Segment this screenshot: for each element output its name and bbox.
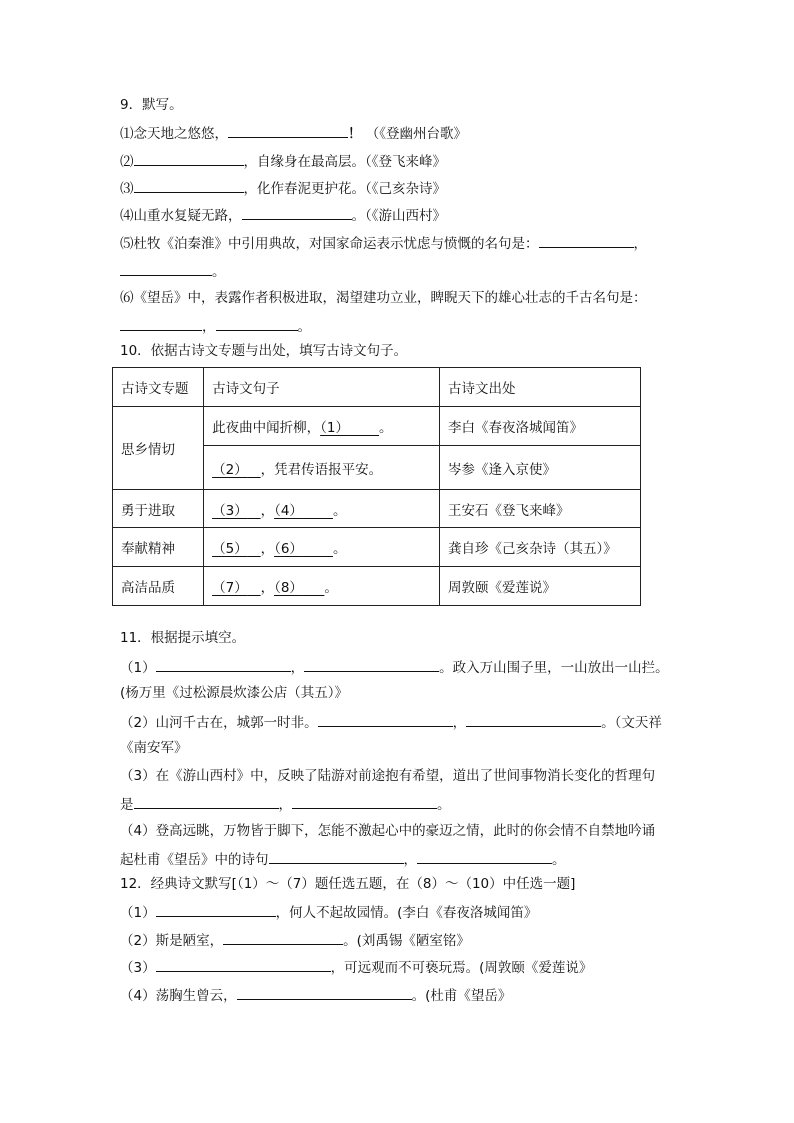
answer-blank-1[interactable] [320, 420, 379, 436]
q11-p4-blank-b[interactable] [417, 849, 552, 864]
comma: ， [260, 541, 275, 557]
q11-item-1 [120, 657, 669, 677]
q9-item-2 [120, 151, 446, 171]
q12-p1-text: ，何人不起故园情。(李白《春夜洛城闻笛》 [275, 905, 538, 921]
q9-p4-blank[interactable] [242, 205, 352, 220]
q11-item-2-source [120, 739, 188, 757]
q12-item-3 [120, 957, 592, 977]
q11-p4-blank-a[interactable] [269, 849, 404, 864]
q9-p3-num: ⑶ [120, 181, 134, 197]
sentence-end: 。 [324, 580, 338, 596]
q12-p1-blank[interactable] [156, 902, 276, 917]
q12-p2-source: 。(刘禹锡《陋室铭》 [343, 933, 470, 949]
sentence-text: 此夜曲中闻折柳， [212, 420, 321, 436]
blank-label: （6） [274, 541, 303, 557]
q11-p2-author: 。（文天祥 [601, 715, 662, 731]
q9-p5-end: 。 [212, 264, 226, 280]
q11-p4-comma: ， [403, 852, 417, 868]
q11-p3-prefix: 是 [120, 797, 134, 813]
answer-blank-2[interactable] [212, 462, 260, 478]
q11-p2-text: （2）山河千古在，城郭一时非。 [120, 715, 318, 731]
q11-p1-text: 。政入万山围子里，一山放出一山拦。 [439, 660, 669, 676]
q9-p5-blank-b[interactable] [120, 261, 212, 276]
topic-cell: 思乡情切 [113, 407, 204, 490]
source-cell: 龚自珍《己亥杂诗（其五）》 [440, 528, 641, 567]
q9-item-6-cont [120, 316, 311, 336]
answer-blank-7[interactable] [212, 580, 260, 596]
sentence-cell [204, 528, 440, 567]
blank-label: （2） [212, 461, 248, 478]
comma: ， [260, 502, 275, 519]
q9-title [120, 96, 183, 114]
q11-item-3-cont [120, 794, 451, 814]
source-cell: 王安石《登飞来峰》 [440, 490, 641, 528]
q10-title-text: 10．依据古诗文专题与出处，填写古诗文句子。 [120, 343, 408, 359]
source-cell: 周敦颐《爱莲说》 [440, 567, 641, 606]
poem-table [112, 367, 641, 606]
q9-item-4 [120, 205, 446, 225]
answer-blank-5[interactable] [212, 541, 260, 557]
sentence-end: 。 [379, 420, 393, 436]
q11-p2-source: 《南安军》 [120, 740, 188, 756]
q11-title-text: 11．根据提示填空。 [120, 630, 246, 646]
q11-p1-source: (杨万里《过松源晨炊漆公店（其五）》 [120, 685, 349, 701]
q11-p3-blank-a[interactable] [134, 794, 279, 809]
header-sentence: 古诗文句子 [204, 368, 440, 407]
source-cell: 岑参《逢入京使》 [440, 446, 641, 490]
answer-blank-4[interactable] [274, 503, 333, 519]
q12-p4-blank[interactable] [237, 985, 412, 1000]
q9-p5-text: ⑸杜牧《泊秦淮》中引用典故，对国家命运表示忧虑与愤慨的名句是： [120, 236, 539, 252]
q12-p2-text: （2）斯是陋室， [120, 933, 224, 949]
q12-title-text: 12．经典诗文默写[（1）～（7）题任选五题，在（8）～（10）中任选一题] [120, 876, 576, 892]
header-topic: 古诗文专题 [113, 368, 204, 407]
q12-item-2 [120, 930, 470, 950]
q9-item-3 [120, 178, 446, 198]
topic-cell: 奉献精神 [113, 528, 204, 567]
blank-label: （4） [274, 502, 303, 519]
q11-p1-comma: ， [290, 660, 305, 676]
sentence-cell [204, 567, 440, 606]
q11-p3-text: （3）在《游山西村》中，反映了陆游对前途抱有希望，道出了世间事物消长变化的哲理句 [120, 768, 656, 784]
q12-p1-num: （1） [120, 905, 156, 921]
q9-item-5 [120, 233, 647, 253]
q11-p3-comma: ， [278, 797, 292, 813]
q9-item-5-cont [120, 261, 226, 281]
answer-blank-6[interactable] [274, 541, 333, 557]
q9-p6-end: 。 [297, 319, 311, 335]
table-row [113, 528, 641, 567]
blank-label: （8） [274, 580, 303, 596]
q11-p4-end: 。 [552, 852, 566, 868]
q9-p1-blank[interactable] [228, 123, 348, 138]
q9-p4-source: 。（《游山西村》 [351, 208, 446, 224]
q12-p3-text: ，可远观而不可亵玩焉。(周敦颐《爱莲说》 [330, 960, 593, 976]
topic-cell: 高洁品质 [113, 567, 204, 606]
q11-p4-prefix: 起杜甫《望岳》中的诗句 [120, 852, 269, 868]
sentence-cell [204, 490, 440, 528]
q11-p2-blank-a[interactable] [318, 712, 453, 727]
q9-p5-blank-a[interactable] [539, 233, 634, 248]
q11-p1-num: （1） [120, 660, 156, 676]
table-row [113, 407, 641, 446]
q11-p1-blank-b[interactable] [304, 657, 439, 672]
table-header-row [113, 368, 641, 407]
q10-title [120, 342, 407, 360]
q9-p6-comma: ， [202, 319, 216, 335]
q12-item-1 [120, 902, 537, 922]
q11-p3-end: 。 [437, 797, 451, 813]
topic-cell: 勇于进取 [113, 490, 204, 528]
table-row [113, 490, 641, 528]
q11-title [120, 629, 245, 647]
answer-blank-3[interactable] [212, 503, 260, 519]
sentence-cell [204, 446, 440, 490]
q11-p2-comma: ， [452, 715, 467, 731]
q9-p2-num: ⑵ [120, 154, 134, 170]
q9-p1-source: （《登幽州台歌》 [365, 126, 468, 142]
q11-item-2 [120, 712, 662, 732]
q11-item-1-source [120, 684, 348, 702]
q9-p4-text: ⑷山重水复疑无路， [120, 208, 242, 224]
q9-p1-mark: ！ [348, 126, 362, 142]
q11-item-4 [120, 822, 655, 840]
q11-p4-text: （4）登高远眺，万物皆于脚下，怎能不激起心中的豪迈之情，此时的你会情不自禁地吟诵 [120, 823, 656, 839]
q9-item-6 [120, 289, 647, 307]
blank-label: （1） [320, 420, 349, 436]
sentence-text: ，凭君传语报平安。 [260, 461, 383, 478]
source-cell: 李白《春夜洛城闻笛》 [440, 407, 641, 446]
header-source: 古诗文出处 [440, 368, 641, 407]
q9-p2-text: ，自缘身在最高层。（《登飞来峰》 [243, 154, 446, 170]
q12-title [120, 875, 575, 893]
q9-item-1 [120, 123, 467, 143]
q9-p5-comma: ， [633, 236, 647, 252]
sentence-cell [204, 407, 440, 446]
sentence-end: 。 [332, 502, 347, 519]
q9-p3-blank[interactable] [134, 178, 244, 193]
blank-label: （5） [212, 541, 248, 557]
blank-label: （7） [212, 580, 248, 596]
blank-label: （3） [212, 502, 248, 519]
q9-p6-text: ⑹《望岳》中，表露作者积极进取，渴望建功立业，睥睨天下的雄心壮志的千古名句是： [120, 290, 647, 306]
q11-p1-blank-a[interactable] [156, 657, 291, 672]
q9-title-text: 9．默写。 [120, 97, 183, 113]
answer-blank-8[interactable] [274, 580, 324, 596]
q12-p4-text: （4）荡胸生曾云， [120, 988, 237, 1004]
q11-item-4-cont [120, 849, 566, 869]
q9-p1-text: ⑴念天地之悠悠， [120, 126, 228, 142]
q12-p3-num: （3） [120, 960, 156, 976]
q9-p2-blank[interactable] [134, 151, 244, 166]
table-row [113, 567, 641, 606]
q12-p2-blank[interactable] [223, 930, 343, 945]
q9-p6-blank-b[interactable] [216, 316, 298, 331]
q9-p6-blank-a[interactable] [120, 316, 202, 331]
q11-p3-blank-b[interactable] [292, 794, 437, 809]
q12-p4-source: 。(杜甫《望岳》 [411, 988, 512, 1004]
comma: ， [260, 580, 275, 596]
q11-item-3 [120, 767, 655, 785]
q12-p3-blank[interactable] [156, 957, 331, 972]
sentence-end: 。 [332, 541, 347, 557]
q11-p2-blank-b[interactable] [466, 712, 601, 727]
q9-p3-text: ，化作春泥更护花。（《己亥杂诗》 [243, 181, 446, 197]
q12-item-4 [120, 985, 511, 1005]
